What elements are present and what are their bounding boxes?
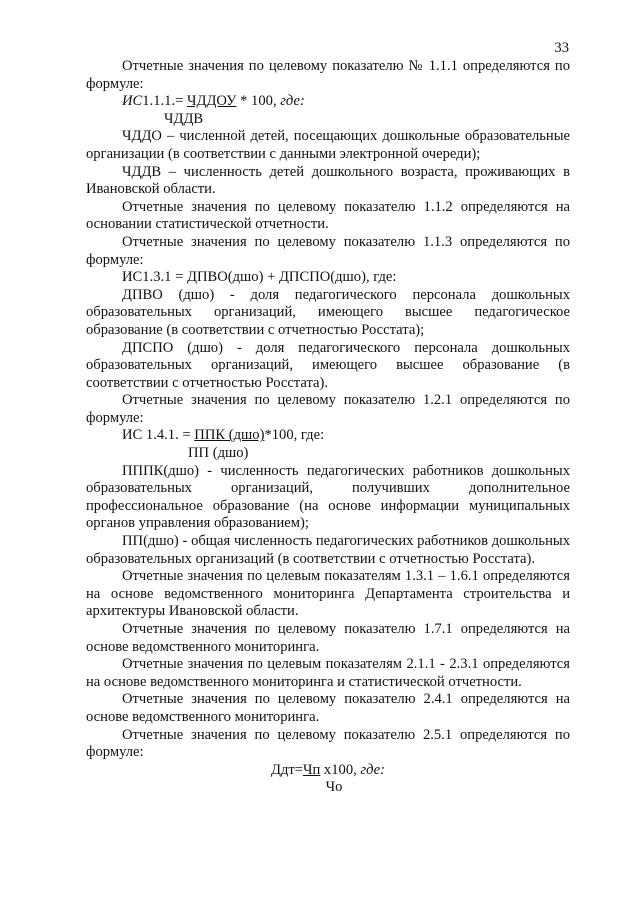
- page-number: 33: [554, 40, 569, 56]
- formula-4: [86, 762, 570, 780]
- formula-3-tail: *100, где:: [264, 427, 325, 444]
- formula-3-numerator: ППК (дшо): [194, 427, 265, 444]
- paragraph-5: Отчетные значения по целевому показателю 1.1.3 определяются по формуле:: [86, 233, 570, 268]
- formula-3: [86, 427, 570, 445]
- paragraph-12: Отчетные значения по целевому показателю 1.7.1 определяются на основе ведомственного мониторинга.: [86, 621, 570, 655]
- paragraph-11: Отчетные значения по целевым показателям 1.3.1 – 1.6.1 определяются на основе ведомственного мониторинга Департамента строительства и архитектуры Ивановской области.: [86, 568, 570, 620]
- paragraph-3: ЧДДВ – численность детей дошкольного возраста, проживающих в Ивановской области.: [86, 163, 570, 198]
- formula-4-prefix: Ддт=: [270, 761, 303, 778]
- paragraph-7: ДПСПО (дшо) - доля педагогического персонала дошкольных образовательных организаций, имеющего высшее образование (в соответствии с отчетностью Росстата).: [86, 339, 570, 391]
- formula-4-denominator: Чо: [325, 779, 343, 796]
- formula-3-denominator: ПП (дшо): [188, 445, 249, 462]
- formula-1-denominator: ЧДДВ: [164, 110, 204, 127]
- paragraph-6: ДПВО (дшо) - доля педагогического персонала дошкольных образовательных организаций, имеющего высшее педагогическое образование (в соответствии с отчетностью Росстата);: [86, 286, 570, 338]
- formula-4-gde: где:: [360, 761, 386, 778]
- formula-1-numerator: ЧДДОУ: [187, 93, 237, 110]
- formula-1-rest: 1.1.1.=: [142, 93, 187, 110]
- formula-1: [86, 93, 570, 111]
- paragraph-9: ПППК(дшо) - численность педагогических работников дошкольных образовательных организаций, получивших дополнительное профессиональное образование (на основе информации муниципальных органов управления образованием);: [86, 462, 570, 532]
- paragraph-13: Отчетные значения по целевым показателям 2.1.1 - 2.3.1 определяются на основе ведомственного мониторинга и статистической отчетности.: [86, 656, 570, 690]
- formula-1-tail: * 100,: [236, 93, 281, 110]
- paragraph-4: Отчетные значения по целевому показателю 1.1.2 определяются на основании статистической отчетности.: [86, 198, 570, 233]
- paragraph-2: ЧДДО – численной детей, посещающих дошкольные образовательные организации (в соответствии с данными электронной очереди);: [86, 128, 570, 162]
- formula-4-numerator: Чп: [302, 761, 321, 778]
- paragraph-1: Отчетные значения по целевому показателю № 1.1.1 определяются по формуле:: [86, 58, 570, 92]
- paragraph-8: Отчетные значения по целевому показателю 1.2.1 определяются по формуле:: [86, 392, 570, 426]
- formula-2: ИС1.3.1 = ДПВО(дшо) + ДПСПО(дшо), где:: [122, 269, 397, 286]
- document-body: [86, 58, 570, 797]
- formula-3-prefix: ИС 1.4.1. =: [122, 427, 195, 444]
- paragraph-14: Отчетные значения по целевому показателю 2.4.1 определяются на основе ведомственного мониторинга.: [86, 691, 570, 725]
- paragraph-15: Отчетные значения по целевому показателю 2.5.1 определяются по формуле:: [86, 726, 570, 761]
- formula-1-gde: где:: [280, 93, 305, 110]
- formula-1-label: ИС: [122, 93, 143, 110]
- formula-4-tail: х100,: [320, 761, 361, 778]
- paragraph-10: ПП(дшо) - общая численность педагогических работников дошкольных образовательных организаций (в соответствии с отчетностью Росстата).: [86, 533, 570, 567]
